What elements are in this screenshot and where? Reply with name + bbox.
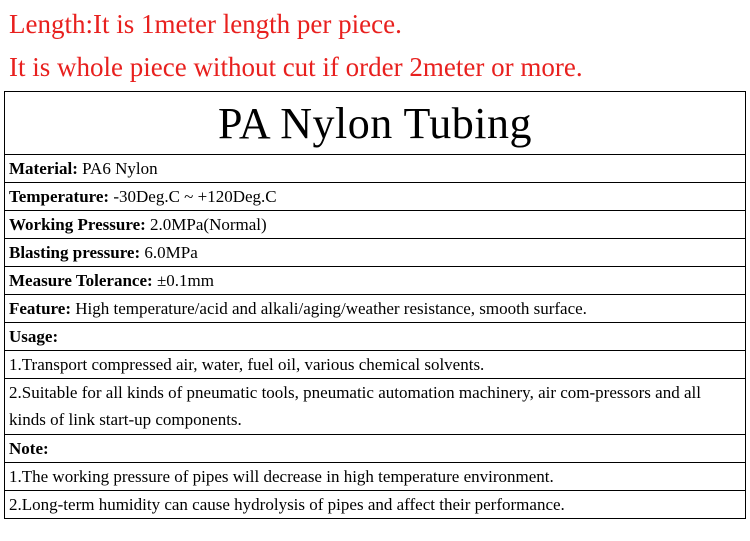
spec-label: Working Pressure: (9, 215, 146, 234)
spec-row-blasting-pressure (5, 239, 745, 267)
spec-value: ±0.1mm (156, 271, 214, 290)
usage-item: 2.Suitable for all kinds of pneumatic tools, pneumatic automation machinery, air com-pressors and all kinds of link start-up components. (5, 379, 745, 435)
spec-row-tolerance (5, 267, 745, 295)
spec-label: Blasting pressure: (9, 243, 141, 262)
spec-row-feature (5, 295, 745, 323)
spec-label: Material: (9, 159, 78, 178)
usage-heading: Usage: (9, 327, 59, 346)
spec-value: High temperature/acid and alkali/aging/weather resistance, smooth surface. (75, 299, 587, 318)
spec-value: -30Deg.C ~ +120Deg.C (113, 187, 277, 206)
spec-value: 2.0MPa(Normal) (150, 215, 267, 234)
usage-heading-row (5, 323, 745, 351)
note-item: 2.Long-term humidity can cause hydrolysis of pipes and affect their performance. (9, 495, 565, 514)
usage-item: 1.Transport compressed air, water, fuel oil, various chemical solvents. (5, 351, 745, 379)
note-item: 1.The working pressure of pipes will decrease in high temperature environment. (5, 463, 745, 491)
product-title: PA Nylon Tubing (5, 92, 745, 155)
cut-notice: It is whole piece without cut if order 2meter or more. (9, 52, 583, 82)
spec-label: Feature: (9, 299, 71, 318)
note-heading: Note: (9, 439, 49, 458)
spec-row-material (5, 155, 745, 183)
spec-value: 6.0MPa (144, 243, 198, 262)
spec-row-temperature (5, 183, 745, 211)
spec-row-working-pressure (5, 211, 745, 239)
spec-table (4, 91, 746, 519)
spec-label: Measure Tolerance: (9, 271, 153, 290)
length-notice: Length:It is 1meter length per piece. (9, 9, 402, 39)
spec-value: PA6 Nylon (82, 159, 158, 178)
spec-label: Temperature: (9, 187, 110, 206)
note-heading-row (5, 435, 745, 463)
